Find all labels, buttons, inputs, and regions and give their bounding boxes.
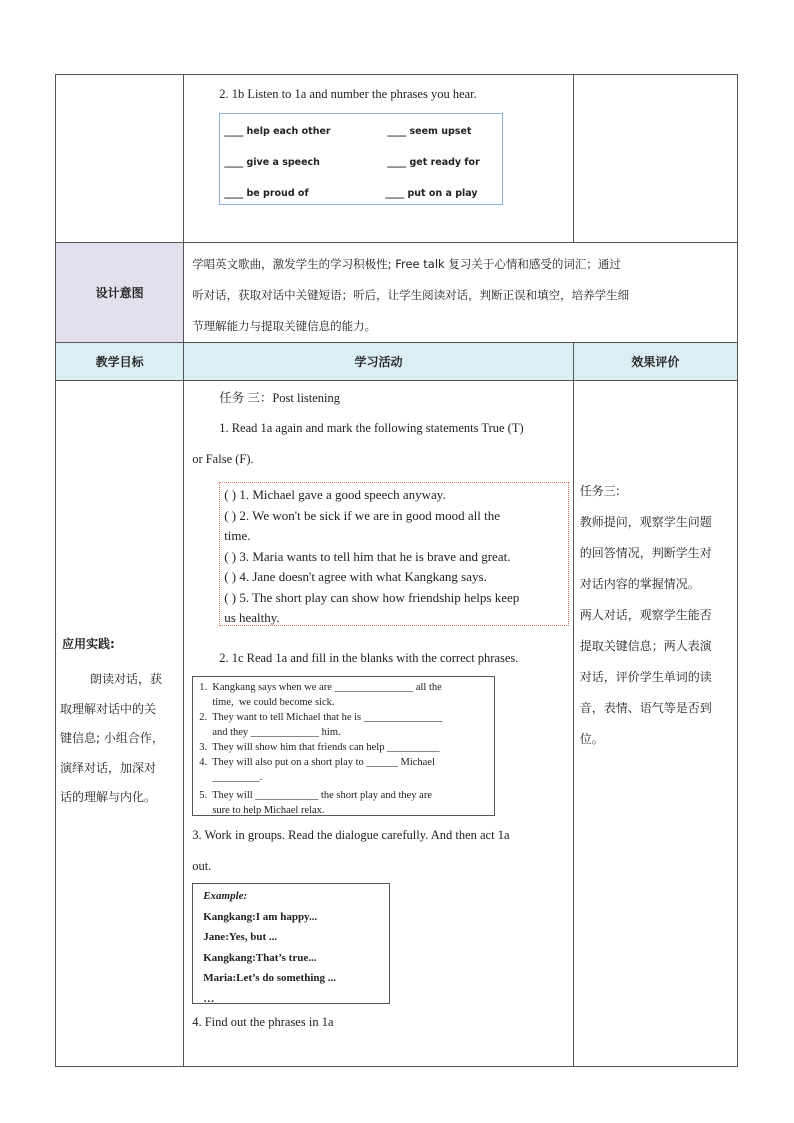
listening-heading: 2. 1b Listen to 1a and number the phrases you hear.	[219, 87, 477, 101]
example-line: Kangkang:That’s true...	[203, 951, 317, 964]
fill-line: 1. Kangkang says when we are _______________ all the	[199, 682, 442, 693]
evaluation-line: 对话内容的掌握情况。	[579, 577, 700, 591]
design-intent-label: 设计意图	[56, 243, 184, 343]
header-evaluation: 效果评价	[573, 343, 737, 381]
example-line: …	[203, 992, 215, 1005]
fill-line: 2. They want to tell Michael that he is _______________	[199, 712, 443, 723]
design-intent-line: 听对话，获取对话中关键短语；听后，让学生阅读对话，判断正误和填空，培养学生细	[192, 288, 630, 302]
fill-line: and they _____________ him.	[199, 727, 341, 738]
evaluation-line: 的回答情况，判断学生对	[579, 546, 712, 560]
evaluation-line: 对话，评价学生单词的读	[579, 670, 712, 684]
statement: ( ) 3. Maria wants to tell him that he is brave and great.	[224, 548, 511, 564]
goal-line: 演绎对话，加深对	[60, 760, 157, 775]
fill-line: time, we could become sick.	[199, 697, 335, 708]
phrase-item: ____ seem upset	[387, 126, 472, 137]
example-line: Kangkang:I am happy...	[203, 910, 318, 923]
example-line: Jane:Yes, but ...	[203, 931, 278, 943]
fill-blanks-box	[192, 676, 495, 816]
item2: 2. 1c Read 1a and fill in the blanks with the correct phrases.	[219, 651, 519, 665]
row-listening	[56, 75, 738, 243]
statement: us healthy.	[224, 610, 280, 625]
goal-title: 应用实践:	[62, 637, 115, 651]
true-false-box	[219, 482, 569, 626]
statement: ( ) 4. Jane doesn't agree with what Kangkang says.	[224, 569, 487, 584]
phrase-item: ____ give a speech	[224, 157, 320, 168]
statement: ( ) 1. Michael gave a good speech anyway.	[224, 487, 446, 502]
fill-line: sure to help Michael relax.	[199, 805, 325, 816]
fill-line: 5. They will ____________ the short play and they are	[199, 790, 432, 801]
item4: 4. Find out the phrases in 1a	[192, 1015, 334, 1029]
item3-line2: out.	[192, 859, 212, 873]
fill-line: _________.	[199, 772, 263, 783]
goal-line: 朗读对话，获	[90, 672, 163, 686]
example-title: Example:	[203, 890, 248, 902]
statement: ( ) 5. The short play can show how friendship helps keep	[224, 589, 520, 605]
task-title: 任务 三：Post listening	[219, 391, 341, 405]
phrase-item: ____ be proud of	[224, 188, 309, 199]
evaluation-line: 教师提问，观察学生问题	[579, 515, 712, 529]
row1-col3	[573, 75, 737, 243]
phrase-item: ____ get ready for	[387, 157, 480, 168]
header-row	[56, 343, 738, 381]
evaluation-line: 两人对话，观察学生能否	[579, 608, 712, 622]
evaluation-line: 任务三:	[579, 484, 620, 498]
phrase-item: ____ help each other	[224, 126, 331, 137]
activity-cell	[184, 381, 574, 1067]
evaluation-line: 位。	[579, 732, 604, 746]
statement: time.	[224, 528, 251, 543]
goal-cell	[56, 381, 184, 1067]
goal-line: 取理解对话中的关	[60, 701, 157, 716]
design-intent-text	[184, 243, 738, 343]
evaluation-cell	[573, 381, 737, 1067]
statement: ( ) 2. We won't be sick if we are in good mood all the	[224, 507, 500, 523]
design-intent-line: 节理解能力与提取关键信息的能力。	[192, 319, 377, 333]
item1-line2: or False (F).	[192, 452, 254, 466]
phrase-item: ____ put on a play	[385, 188, 478, 199]
row1-col1	[56, 75, 184, 243]
phrase-box	[219, 113, 503, 205]
evaluation-line: 音，表情、语气等是否到	[579, 701, 712, 715]
design-intent-line: 学唱英文歌曲，激发学生的学习积极性; Free talk 复习关于心情和感受的词汇；通过	[192, 257, 621, 271]
row1-col2	[184, 75, 574, 243]
example-box	[192, 883, 390, 1004]
goal-line: 键信息; 小组合作，	[60, 731, 164, 745]
evaluation-line: 提取关键信息；两人表演	[579, 639, 712, 653]
fill-line: 3. They will show him that friends can help __________	[199, 742, 440, 753]
lesson-table	[55, 74, 738, 1067]
example-line: Maria:Let’s do something ...	[203, 972, 336, 984]
header-goal: 教学目标	[56, 343, 184, 381]
row-design-intent	[56, 243, 738, 343]
item1-line1: 1. Read 1a again and mark the following statements True (T)	[219, 421, 524, 435]
fill-line: 4. They will also put on a short play to ______ Michael	[199, 757, 435, 768]
header-activity: 学习活动	[184, 343, 574, 381]
goal-line: 话的理解与内化。	[60, 790, 157, 804]
item3-line1: 3. Work in groups. Read the dialogue carefully. And then act 1a	[192, 828, 510, 842]
row-application	[56, 381, 738, 1067]
